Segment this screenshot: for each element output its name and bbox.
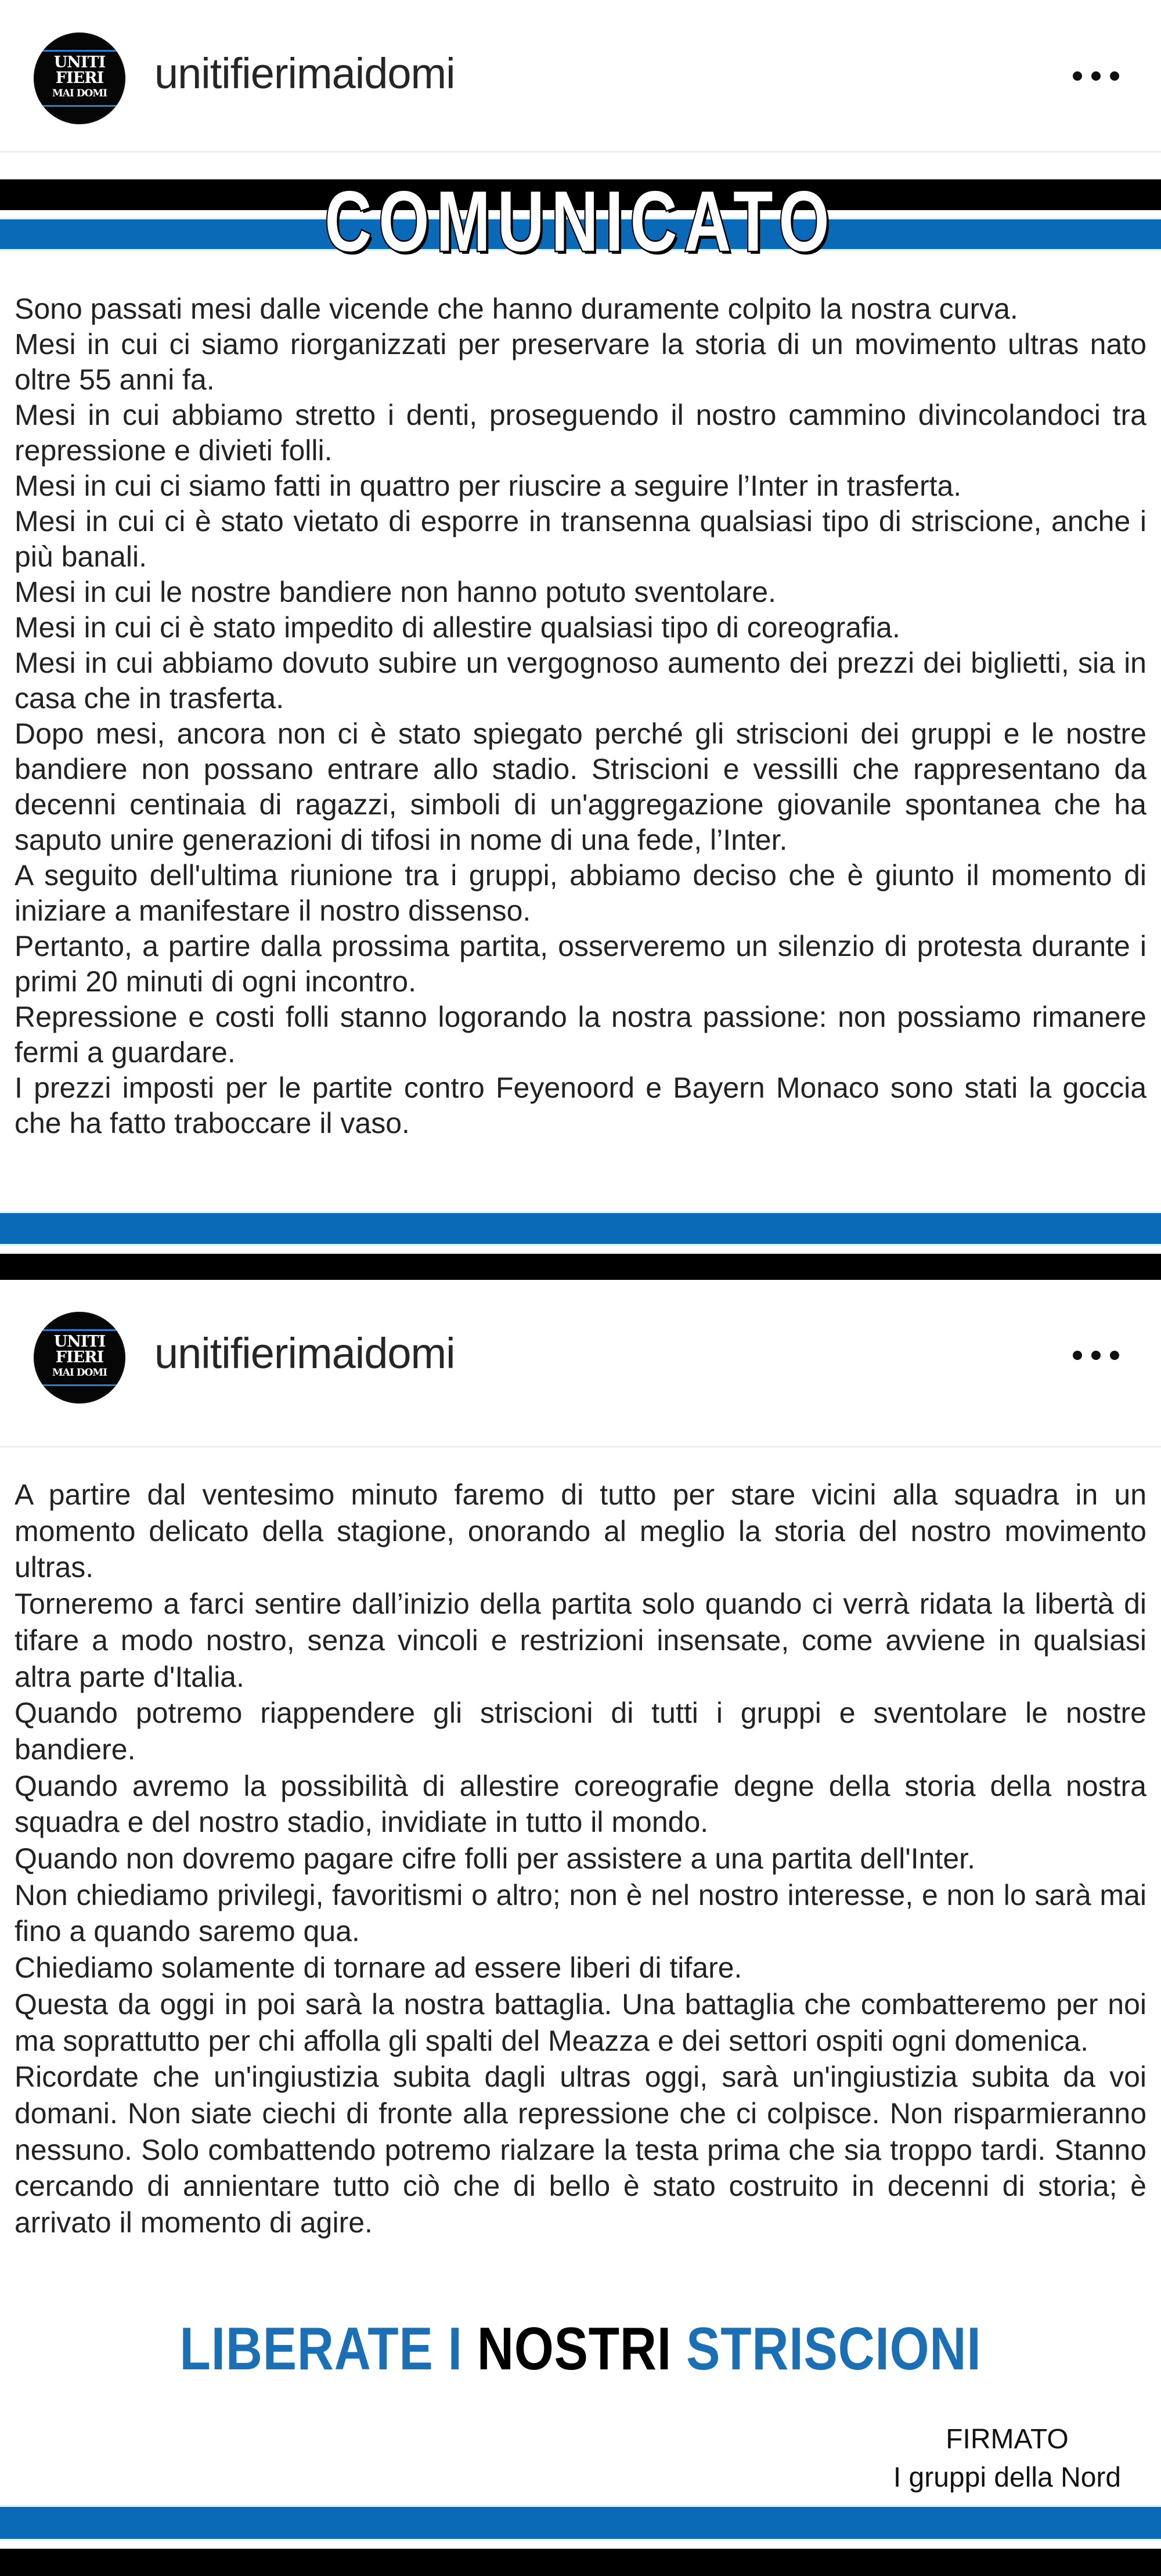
avatar-logo-text: UNITI — [53, 1333, 106, 1351]
signature-label: FIRMATO — [946, 2424, 1069, 2455]
avatar-logo — [34, 1334, 125, 1381]
paragraph: Mesi in cui le nostre bandiere non hanno potuto sventolare. — [15, 576, 776, 608]
paragraph: A seguito dell'ultima riunione tra i gruppi, abbiamo deciso che è giunto il momento di iniziare a manifestare il nostro dissenso. — [15, 859, 1146, 927]
username-link[interactable]: unitifierimaidomi — [154, 49, 455, 98]
paragraph: Ricordate che un'ingiustizia subita dagli ultras oggi, sarà un'ingiustizia subita da voi domani. Non siate ciechi di fronte alla repressione che ci colpisce. Non risparmieranno nessuno. Solo combattendo potremo rialzare la testa prima che sia troppo tardi. Stanno cercando di annientare tutto ciò che di bello è stato costruito in decenni di storia; è arrivato il momento di agire. — [15, 2061, 1146, 2239]
avatar[interactable] — [34, 33, 125, 124]
slogan-part: LIBERATE I — [179, 2315, 463, 2383]
paragraph: Quando avremo la possibilità di allestire coreografie degne della storia della nostra squadra e del nostro stadio, invidiate in tutto il mondo. — [15, 1769, 1146, 1839]
paragraph: Mesi in cui ci siamo riorganizzati per preservare la storia di un movimento ultras nato oltre 55 anni fa. — [15, 328, 1146, 396]
footer-black-stripe — [0, 1254, 1161, 1280]
paragraph: Questa da oggi in poi sarà la nostra battaglia. Una battaglia che combatteremo per noi ma soprattutto per chi affolla gli spalti del Meazza e dei settori ospiti ogni domenica. — [15, 1987, 1146, 2057]
header-divider — [0, 151, 1161, 153]
header-divider — [0, 1446, 1161, 1448]
more-options-icon[interactable] — [1073, 1350, 1119, 1361]
footer-blue-stripe — [0, 2507, 1161, 2539]
avatar-logo-text: FIERI — [55, 1348, 104, 1366]
signature — [859, 2420, 1155, 2497]
paragraph: Chiediamo solamente di tornare ad essere liberi di tifare. — [15, 1951, 742, 1985]
footer-black-stripe — [0, 2549, 1161, 2576]
username-link[interactable]: unitifierimaidomi — [154, 1329, 455, 1377]
paragraph: Quando non dovremo pagare cifre folli per assistere a una partita dell'Inter. — [15, 1842, 975, 1875]
slogan-part: NOSTRI — [477, 2315, 672, 2383]
avatar[interactable] — [34, 1312, 125, 1404]
paragraph: Mesi in cui ci è stato vietato di esporre in transenna qualsiasi tipo di striscione, anche i più banali. — [15, 505, 1146, 573]
paragraph: Mesi in cui abbiamo stretto i denti, proseguendo il nostro cammino divincolandoci tra repressione e divieti folli. — [15, 399, 1146, 467]
avatar-logo-text: MAI DOMI — [52, 88, 107, 99]
paragraph: Dopo mesi, ancora non ci è stato spiegato perché gli striscioni dei gruppi e le nostre bandiere non possano entrare allo stadio. Striscioni e vessilli che rappresentano da decenni centinaia di ragazzi, simboli di un'aggregazione giovanile spontanea che ha saputo unire generazioni di tifosi in nome di una fede, l’Inter. — [15, 717, 1146, 856]
avatar-logo-text: FIERI — [55, 69, 104, 87]
avatar-ring — [34, 105, 125, 107]
slogan — [0, 2315, 1161, 2384]
signature-name: I gruppi della Nord — [893, 2462, 1122, 2493]
more-options-icon[interactable] — [1073, 70, 1119, 82]
avatar-logo-text: MAI DOMI — [52, 1367, 107, 1379]
paragraph: Sono passati mesi dalle vicende che hanno duramente colpito la nostra curva. — [15, 293, 1018, 325]
paragraph: Pertanto, a partire dalla prossima partita, osserveremo un silenzio di protesta durante i primi 20 minuti di ogni incontro. — [15, 930, 1146, 998]
slogan-part: STRISCIONI — [686, 2315, 982, 2383]
avatar-ring — [34, 1329, 125, 1331]
paragraph: Mesi in cui ci è stato impedito di allestire qualsiasi tipo di coreografia. — [15, 611, 900, 644]
paragraph: Non chiediamo privilegi, favoritismi o altro; non è nel nostro interesse, e non lo sarà mai fino a quando saremo qua. — [15, 1878, 1146, 1948]
avatar-ring — [34, 50, 125, 52]
paragraph: Repressione e costi folli stanno logorando la nostra passione: non possiamo rimanere fermi a guardare. — [15, 1001, 1146, 1069]
banner-title-text: COMUNICATO — [324, 173, 837, 269]
banner-title — [0, 172, 1161, 269]
avatar-logo — [34, 55, 125, 102]
post-body-1 — [15, 291, 1146, 1141]
footer-blue-stripe — [0, 1213, 1161, 1244]
paragraph: Mesi in cui abbiamo dovuto subire un vergognoso aumento dei prezzi dei biglietti, sia in casa che in trasferta. — [15, 647, 1146, 715]
post-body-2 — [15, 1477, 1146, 2241]
paragraph: Quando potremo riappendere gli striscioni di tutti i gruppi e sventolare le nostre bandiere. — [15, 1697, 1146, 1766]
paragraph: Torneremo a farci sentire dall’inizio della partita solo quando ci verrà ridata la libertà di tifare a modo nostro, senza vincoli e restrizioni insensate, come avviene in qualsiasi altra parte d'Italia. — [15, 1588, 1146, 1693]
paragraph: A partire dal ventesimo minuto faremo di tutto per stare vicini alla squadra in un momento delicato della stagione, onorando al meglio la storia del nostro movimento ultras. — [15, 1478, 1146, 1584]
avatar-ring — [34, 1384, 125, 1386]
avatar-logo-text: UNITI — [53, 53, 106, 71]
paragraph: I prezzi imposti per le partite contro Feyenoord e Bayern Monaco sono stati la goccia che ha fatto traboccare il vaso. — [15, 1071, 1146, 1139]
paragraph: Mesi in cui ci siamo fatti in quattro per riuscire a seguire l’Inter in trasferta. — [15, 470, 962, 502]
